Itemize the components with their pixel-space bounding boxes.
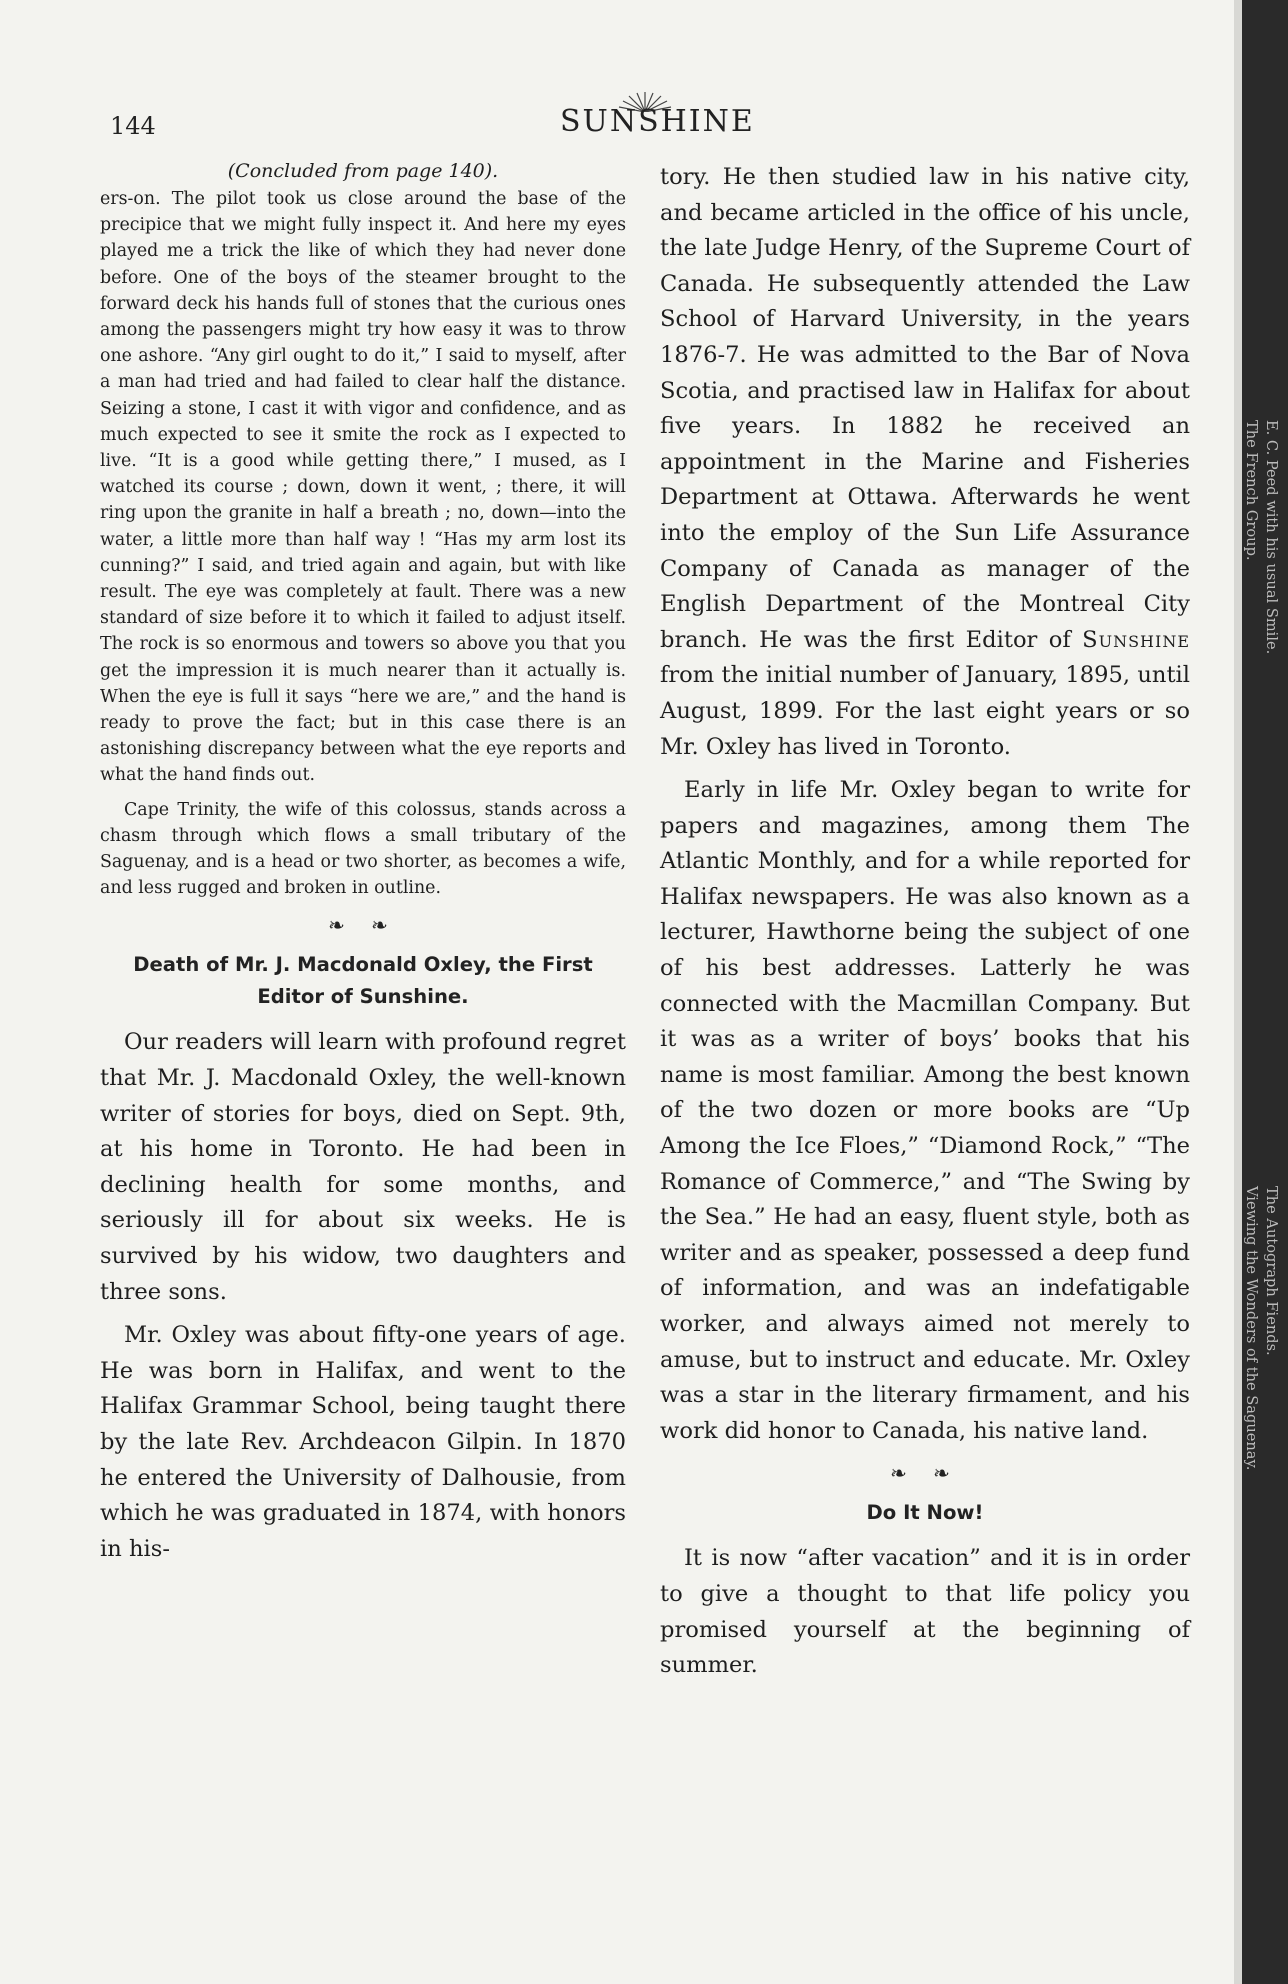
continuation-note: (Concluded from page 140). xyxy=(227,160,499,182)
obituary-paragraph-continued xyxy=(660,160,1190,765)
masthead-title: SUNSHINE xyxy=(560,104,755,139)
caption-autograph-fiends: The Autograph Fiends. xyxy=(1263,1186,1280,1356)
caption-peed-smile: E. C. Peed with his usual Smile. xyxy=(1263,420,1280,655)
do-it-now-paragraph: It is now “after vacation” and it is in order to give a thought to that life policy you promised yourself at the beginning of summer. xyxy=(660,1545,1190,1679)
obituary-headline: Death of Mr. J. Macdonald Oxley, the First Editor of Sunshine. xyxy=(133,953,593,1009)
sunshine-small-caps: Sunshine xyxy=(1082,626,1191,653)
ornament-separator: ❧ ❧ xyxy=(328,913,398,938)
obituary-paragraph: Early in life Mr. Oxley began to write for papers and magazines, among them The Atlantic Monthly, and for a while reported for Halifax newspapers. He was also known as a lecturer, Hawthorne being the subject of one of his best addresses. Latterly he was connected with the Macmillan Company. But it was as a writer of boys’ books that his name is most familiar. Among the best known of the two dozen or more books are “Up Among the Ice Floes,” “Diamond Rock,” “The Romance of Commerce,” and “The Swing by the Sea.” He had an easy, fluent style, both as writer and as speaker, possessed a deep fund of information, and was an indefatigable worker, and always aimed not merely to amuse, but to instruct and educate. Mr. Oxley was a star in the literary firmament, and his work did honor to Canada, his native land. xyxy=(660,777,1190,1444)
right-column xyxy=(660,160,1190,1692)
page-edge xyxy=(1234,0,1242,1984)
obituary-text: tory. He then studied law in his native city, and became articled in the office of his uncle, the late Judge Henry, of the Supreme Court of Canada. He subsequently attended the Law School of Harvard University, in the years 1876-7. He was admitted to the Bar of Nova Scotia, and practised law in Halifax for about five years. In 1882 he received an appointment in the Marine and Fisheries Department at Ottawa. Afterwards he went into the employ of the Sun Life Assurance Company of Canada as manager of the English Department of the Montreal City branch. He was the first Editor of xyxy=(660,164,1190,653)
page-number: 144 xyxy=(110,112,156,140)
do-it-now-headline: Do It Now! xyxy=(866,1501,984,1525)
article-paragraph: Cape Trinity, the wife of this colossus, stands across a chasm through which flows a small tributary of the Saguenay, and is a head or two shorter, as becomes a wife, and less rugged and broken in outline. xyxy=(100,799,626,899)
saguenay-article xyxy=(100,186,626,901)
obituary-paragraph: Our readers will learn with profound regret that Mr. J. Macdonald Oxley, the well-known writer of stories for boys, died on Sept. 9th, at his home in Toronto. He had been in declining health for some months, and seriously ill for about six weeks. He is survived by his widow, two daughters and three sons. xyxy=(100,1029,626,1305)
obituary-text: from the initial number of January, 1895, until August, 1899. For the last eight years or so Mr. Oxley has lived in Toronto. xyxy=(660,662,1190,760)
ornament-separator: ❧ ❧ xyxy=(890,1461,960,1486)
left-column xyxy=(100,160,626,1575)
obituary-article xyxy=(100,1025,626,1567)
facing-page-captions xyxy=(1242,0,1288,1984)
caption-french-group: The French Group. xyxy=(1243,420,1260,561)
caption-saguenay-wonders: Viewing the Wonders of the Saguenay. xyxy=(1243,1186,1260,1471)
article-paragraph: ers-on. The pilot took us close around the base of the precipice that we might fully inspect it. And here my eyes played me a trick the like of which they had never done before. One of the boys of the steamer brought to the forward deck his hands full of stones that the curious ones among the passengers might try how easy it was to throw one ashore. “Any girl ought to do it,” I said to myself, after a man had tried and had failed to clear half the distance. Seizing a stone, I cast it with vigor and confidence, and as much expected to see it smite the rock as I expected to live. “It is a good while getting there,” I mused, as I watched its course ; down, down it went, ; there, it will ring upon the granite in half a breath ; no, down—into the water, a little more than half way ! “Has my arm lost its cunning?” I said, and tried again and again, but with like result. The eye was completely at fault. There was a new standard of size before it to which it failed to adjust itself. The rock is so enormous and towers so above you that you get the impression it is much nearer than it actually is. When the eye is full it says “here we are,” and the hand is ready to prove the fact; but in this case there is an astonishing discrepancy between what the eye reports and what the hand finds out. xyxy=(100,189,626,786)
obituary-paragraph: Mr. Oxley was about fifty-one years of age. He was born in Halifax, and went to the Halifax Grammar School, being taught there by the late Rev. Archdeacon Gilpin. In 1870 he entered the University of Dalhousie, from which he was graduated in 1874, with honors in his- xyxy=(100,1322,626,1562)
